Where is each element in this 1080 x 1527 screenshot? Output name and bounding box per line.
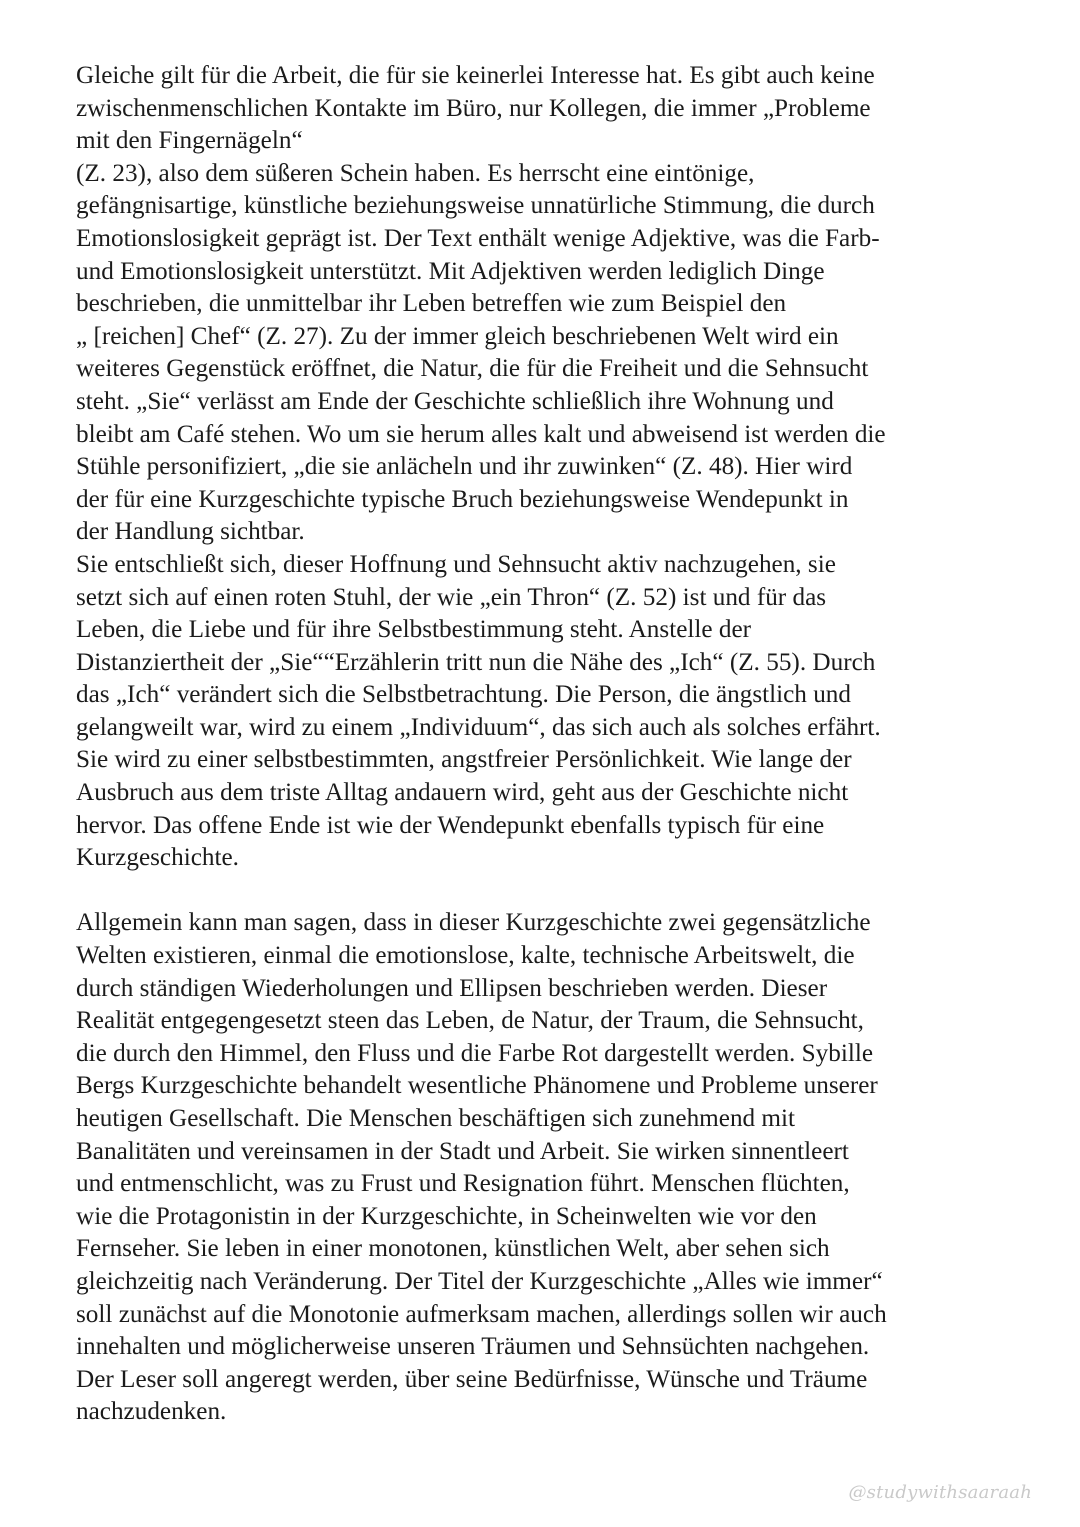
- text-line: Gleiche gilt für die Arbeit, die für sie keinerlei Interesse hat. Es gibt auch keine: [76, 62, 875, 89]
- text-line: die durch den Himmel, den Fluss und die Farbe Rot dargestellt werden. Sybille: [76, 1039, 873, 1067]
- text-line: das „Ich“ verändert sich die Selbstbetrachtung. Die Person, die ängstlich und: [76, 681, 851, 709]
- text-line: Leben, die Liebe und für ihre Selbstbestimmung steht. Anstelle der: [76, 616, 752, 644]
- text-line: gefängnisartige, künstliche beziehungsweise unnatürliche Stimmung, die durch: [76, 192, 875, 220]
- text-line: Stühle personifiziert, „die sie anlächeln und ihr zuwinken“ (Z. 48). Hier wird: [76, 453, 853, 481]
- text-line: hervor. Das offene Ende ist wie der Wendepunkt ebenfalls typisch für eine: [76, 811, 825, 839]
- text-line: Ausbruch aus dem triste Alltag andauern wird, geht aus der Geschichte nicht: [76, 779, 849, 807]
- text-line: Realität entgegengesetzt steen das Leben, de Natur, der Traum, die Sehnsucht,: [76, 1007, 864, 1035]
- text-line: (Z. 23), also dem süßeren Schein haben. Es herrscht eine eintönige,: [76, 159, 755, 187]
- text-line: zwischenmenschlichen Kontakte im Büro, nur Kollegen, die immer „Probleme: [76, 94, 871, 122]
- text-line: Fernseher. Sie leben in einer monotonen, künstlichen Welt, aber sehen sich: [76, 1235, 830, 1263]
- paragraph-spacer: [76, 875, 1036, 908]
- text-line: Kurzgeschichte.: [76, 844, 239, 872]
- text-line: Der Leser soll angeregt werden, über seine Bedürfnisse, Wünsche und Träume: [76, 1365, 868, 1393]
- text-line: wie die Protagonistin in der Kurzgeschichte, in Scheinwelten wie vor den: [76, 1202, 817, 1230]
- text-line: Banalitäten und vereinsamen in der Stadt und Arbeit. Sie wirken sinnentleert: [76, 1137, 849, 1165]
- text-line: steht. „Sie“ verlässt am Ende der Geschichte schließlich ihre Wohnung und: [76, 387, 834, 415]
- paragraph-analysis: [76, 60, 1036, 875]
- paragraph-conclusion: [76, 907, 1036, 1429]
- text-line: mit den Fingernägeln“: [76, 127, 303, 155]
- text-line: Bergs Kurzgeschichte behandelt wesentliche Phänomene und Probleme unserer: [76, 1072, 878, 1100]
- text-line: bleibt am Café stehen. Wo um sie herum alles kalt und abweisend ist werden die: [76, 420, 886, 448]
- text-line: der Handlung sichtbar.: [76, 518, 305, 546]
- text-line: gelangweilt war, wird zu einem „Individuum“, das sich auch als solches erfährt.: [76, 713, 881, 741]
- text-line: Welten existieren, einmal die emotionslose, kalte, technische Arbeitswelt, die: [76, 942, 855, 970]
- text-line: beschrieben, die unmittelbar ihr Leben betreffen wie zum Beispiel den: [76, 290, 787, 318]
- text-line: Sie entschließt sich, dieser Hoffnung und Sehnsucht aktiv nachzugehen, sie: [76, 550, 836, 578]
- text-line: gleichzeitig nach Veränderung. Der Titel der Kurzgeschichte „Alles wie immer“: [76, 1267, 883, 1295]
- text-line: durch ständigen Wiederholungen und Ellipsen beschrieben werden. Dieser: [76, 974, 828, 1002]
- text-line: „ [reichen] Chef“ (Z. 27). Zu der immer gleich beschriebenen Welt wird ein: [76, 322, 839, 350]
- text-line: innehalten und möglicherweise unseren Träumen und Sehnsüchten nachgehen.: [76, 1333, 870, 1361]
- text-line: heutigen Gesellschaft. Die Menschen beschäftigen sich zunehmend mit: [76, 1105, 796, 1132]
- text-line: der für eine Kurzgeschichte typische Bruch beziehungsweise Wendepunkt in: [76, 485, 849, 513]
- text-line: Distanziertheit der „Sie““Erzählerin tritt nun die Nähe des „Ich“ (Z. 55). Durch: [76, 648, 876, 676]
- watermark-handle: @studywithsaaraah: [848, 1482, 1032, 1503]
- text-line: Sie wird zu einer selbstbestimmten, angstfreier Persönlichkeit. Wie lange der: [76, 746, 852, 774]
- text-line: und entmenschlicht, was zu Frust und Resignation führt. Menschen flüchten,: [76, 1170, 850, 1198]
- text-line: soll zunächst auf die Monotonie aufmerksam machen, allerdings sollen wir auch: [76, 1300, 887, 1328]
- document-page: [76, 60, 1036, 1429]
- text-line: Allgemein kann man sagen, dass in dieser Kurzgeschichte zwei gegensätzliche: [76, 909, 871, 937]
- text-line: Emotionslosigkeit geprägt ist. Der Text enthält wenige Adjektive, was die Farb-: [76, 224, 880, 252]
- text-line: setzt sich auf einen roten Stuhl, der wie „ein Thron“ (Z. 52) ist und für das: [76, 583, 827, 611]
- text-line: und Emotionslosigkeit unterstützt. Mit Adjektiven werden lediglich Dinge: [76, 257, 825, 285]
- text-line: weiteres Gegenstück eröffnet, die Natur, die für die Freiheit und die Sehnsucht: [76, 355, 869, 383]
- text-line: nachzudenken.: [76, 1398, 227, 1426]
